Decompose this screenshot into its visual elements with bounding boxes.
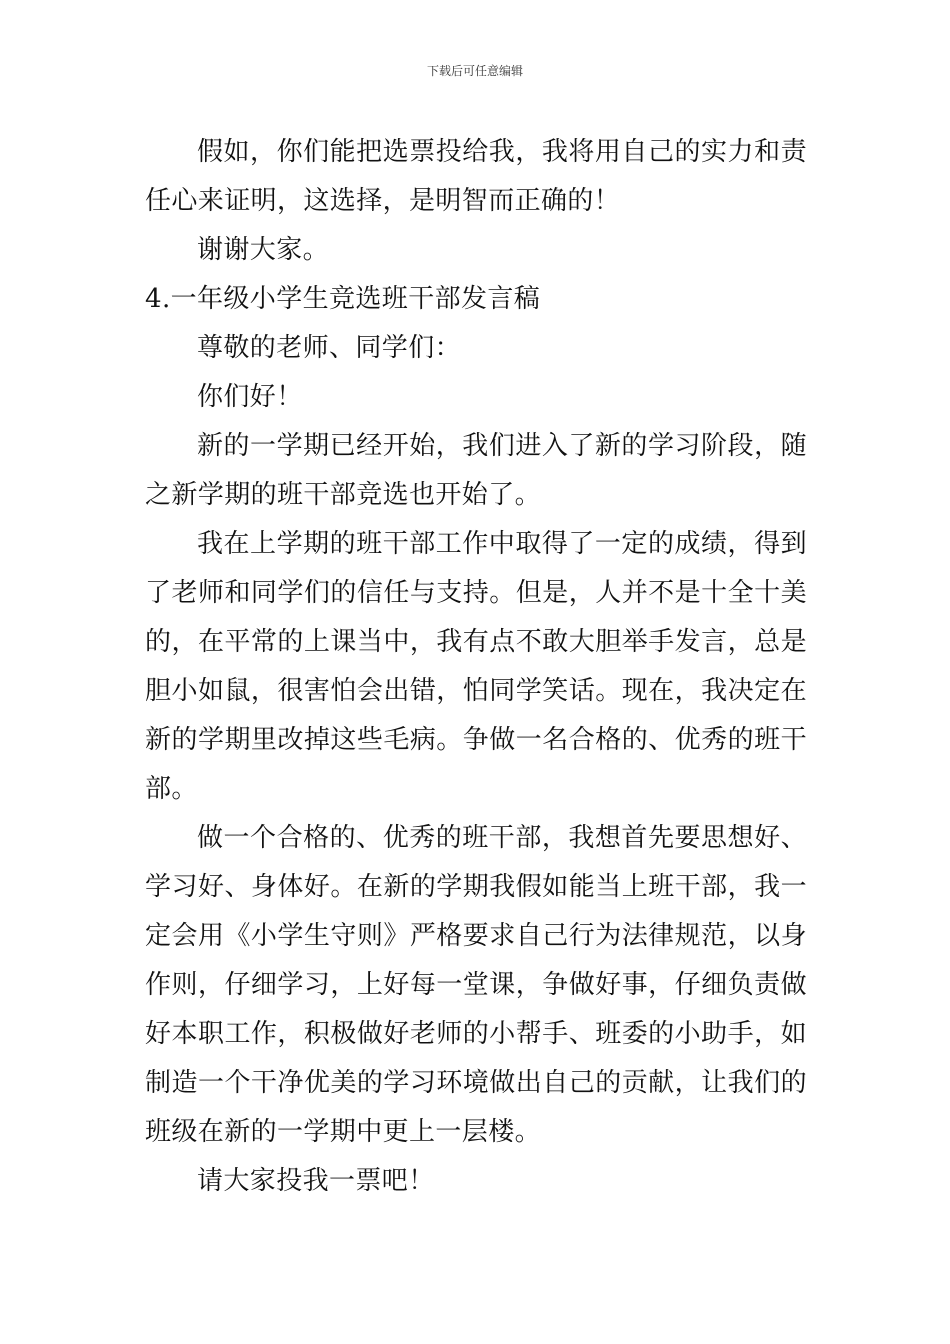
document-body xyxy=(145,128,807,1206)
paragraph-salutation: 尊敬的老师、同学们： xyxy=(197,333,462,363)
paragraph-new-semester: 新的一学期已经开始，我们进入了新的学习阶段，随之新学期的班干部竞选也开始了。 xyxy=(145,431,807,510)
paragraph-vote-promise: 假如，你们能把选票投给我，我将用自己的实力和责任心来证明，这选择，是明智而正确的！ xyxy=(145,137,807,216)
paragraph-thanks: 谢谢大家。 xyxy=(197,235,330,265)
paragraph-past-work: 我在上学期的班干部工作中取得了一定的成绩，得到了老师和同学们的信任与支持。但是，人并不是十全十美的，在平常的上课当中，我有点不敢大胆举手发言，总是胆小如鼠，很害怕会出错，怕同学笑话。现在，我决定在新的学期里改掉这些毛病。争做一名合格的、优秀的班干部。 xyxy=(145,529,807,804)
paragraph-plan: 做一个合格的、优秀的班干部，我想首先要思想好、学习好、身体好。在新的学期我假如能当上班干部，我一定会用《小学生守则》严格要求自己行为法律规范，以身作则，仔细学习，上好每一堂课，争做好事，仔细负责做好本职工作，积极做好老师的小帮手、班委的小助手，如制造一个干净优美的学习环境做出自己的贡献，让我们的班级在新的一学期中更上一层楼。 xyxy=(145,823,807,1147)
paragraph-greeting: 你们好！ xyxy=(197,382,303,412)
paragraph-closing: 请大家投我一票吧！ xyxy=(197,1166,435,1196)
page-header-note: 下载后可任意编辑 xyxy=(426,64,523,78)
section-heading: 4.一年级小学生竞选班干部发言稿 xyxy=(145,284,541,314)
